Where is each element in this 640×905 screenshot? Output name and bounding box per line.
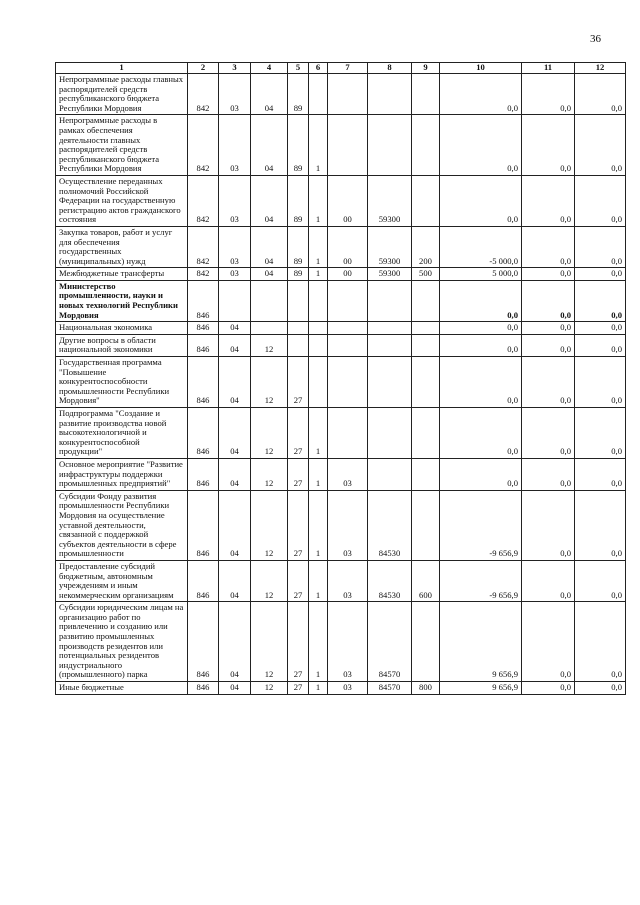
row-c7-cell: 03 (328, 602, 368, 682)
row-c10-cell: 0,0 (440, 322, 522, 335)
row-c12-cell: 0,0 (575, 602, 626, 682)
row-c7-cell: 03 (328, 560, 368, 601)
row-name-cell: Подпрограмма "Создание и развитие производства новой высокотехнологичной и конкурентоспособной продукции" (56, 408, 188, 459)
col-header: 1 (56, 63, 188, 74)
row-c9-cell (412, 408, 440, 459)
row-c10-cell: 0,0 (440, 357, 522, 408)
row-c6-cell: 1 (309, 602, 328, 682)
row-name-cell: Иные бюджетные (56, 682, 188, 695)
row-name-cell: Другие вопросы в области национальной экономики (56, 334, 188, 356)
row-name-cell: Государственная программа "Повышение конкурентоспособности промышленности Республики Мордовия" (56, 357, 188, 408)
row-c3-cell: 03 (219, 175, 251, 226)
row-c5-cell: 27 (288, 602, 309, 682)
row-c6-cell: 1 (309, 490, 328, 560)
row-c5-cell: 27 (288, 408, 309, 459)
row-c3-cell: 04 (219, 458, 251, 490)
row-c6-cell: 1 (309, 682, 328, 695)
row-c6-cell: 1 (309, 175, 328, 226)
row-c11-cell: 0,0 (522, 560, 575, 601)
col-header: 5 (288, 63, 309, 74)
row-c2-cell: 846 (188, 280, 219, 321)
row-c10-cell: 0,0 (440, 408, 522, 459)
row-c3-cell: 04 (219, 408, 251, 459)
row-c11-cell: 0,0 (522, 458, 575, 490)
row-c11-cell: 0,0 (522, 602, 575, 682)
table-row (56, 175, 626, 226)
row-c2-cell: 846 (188, 490, 219, 560)
row-c5-cell (288, 280, 309, 321)
row-c7-cell: 03 (328, 490, 368, 560)
row-c7-cell (328, 357, 368, 408)
row-c7-cell (328, 115, 368, 176)
table-row (56, 602, 626, 682)
row-c6-cell (309, 334, 328, 356)
row-c5-cell (288, 334, 309, 356)
row-name-cell: Межбюджетные трансферты (56, 268, 188, 281)
row-c10-cell: 9 656,9 (440, 682, 522, 695)
row-c7-cell: 03 (328, 458, 368, 490)
row-c8-cell (368, 408, 412, 459)
table-row (56, 458, 626, 490)
row-c7-cell (328, 408, 368, 459)
row-c10-cell: 0,0 (440, 280, 522, 321)
row-c2-cell: 842 (188, 115, 219, 176)
row-c9-cell (412, 357, 440, 408)
row-c8-cell (368, 322, 412, 335)
row-c4-cell: 04 (251, 226, 288, 267)
table-row (56, 357, 626, 408)
row-c12-cell: 0,0 (575, 682, 626, 695)
row-c2-cell: 842 (188, 268, 219, 281)
row-c12-cell: 0,0 (575, 560, 626, 601)
row-c12-cell: 0,0 (575, 334, 626, 356)
row-c9-cell (412, 115, 440, 176)
row-c8-cell: 84570 (368, 602, 412, 682)
row-c9-cell: 500 (412, 268, 440, 281)
col-header: 2 (188, 63, 219, 74)
row-c3-cell: 04 (219, 490, 251, 560)
row-c6-cell: 1 (309, 560, 328, 601)
row-c12-cell: 0,0 (575, 175, 626, 226)
row-c5-cell: 27 (288, 560, 309, 601)
row-c3-cell: 03 (219, 115, 251, 176)
row-c9-cell (412, 334, 440, 356)
row-c9-cell (412, 322, 440, 335)
row-c8-cell (368, 280, 412, 321)
row-c3-cell: 03 (219, 226, 251, 267)
table-row (56, 322, 626, 335)
row-c12-cell: 0,0 (575, 458, 626, 490)
row-c10-cell: 0,0 (440, 74, 522, 115)
row-c8-cell: 84570 (368, 682, 412, 695)
row-c12-cell: 0,0 (575, 408, 626, 459)
row-c4-cell: 12 (251, 602, 288, 682)
row-c10-cell: -9 656,9 (440, 490, 522, 560)
row-c3-cell: 04 (219, 334, 251, 356)
row-c6-cell: 1 (309, 226, 328, 267)
row-c9-cell: 800 (412, 682, 440, 695)
row-c3-cell (219, 280, 251, 321)
row-c9-cell (412, 458, 440, 490)
row-c2-cell: 842 (188, 74, 219, 115)
row-c11-cell: 0,0 (522, 357, 575, 408)
row-c11-cell: 0,0 (522, 175, 575, 226)
row-c2-cell: 846 (188, 408, 219, 459)
row-c2-cell: 846 (188, 357, 219, 408)
table-row (56, 560, 626, 601)
row-c2-cell: 846 (188, 682, 219, 695)
row-c2-cell: 846 (188, 602, 219, 682)
row-c9-cell: 200 (412, 226, 440, 267)
row-c3-cell: 03 (219, 268, 251, 281)
col-header: 8 (368, 63, 412, 74)
row-c11-cell: 0,0 (522, 280, 575, 321)
row-c7-cell (328, 322, 368, 335)
table-row (56, 74, 626, 115)
row-c5-cell: 89 (288, 115, 309, 176)
page-number: 36 (590, 33, 601, 45)
row-c2-cell: 846 (188, 560, 219, 601)
row-c5-cell: 89 (288, 268, 309, 281)
row-c8-cell (368, 334, 412, 356)
row-c5-cell: 89 (288, 74, 309, 115)
row-c7-cell (328, 280, 368, 321)
table-row (56, 334, 626, 356)
row-c3-cell: 04 (219, 322, 251, 335)
row-name-cell: Министерство промышленности, науки и новых технологий Республики Мордовия (56, 280, 188, 321)
row-c6-cell (309, 280, 328, 321)
row-name-cell: Закупка товаров, работ и услуг для обеспечения государственных (муниципальных) нужд (56, 226, 188, 267)
row-c8-cell (368, 357, 412, 408)
col-header: 11 (522, 63, 575, 74)
col-header: 7 (328, 63, 368, 74)
row-c12-cell: 0,0 (575, 490, 626, 560)
row-c12-cell: 0,0 (575, 268, 626, 281)
row-c4-cell: 04 (251, 175, 288, 226)
table-row (56, 226, 626, 267)
row-c2-cell: 842 (188, 175, 219, 226)
row-c3-cell: 04 (219, 560, 251, 601)
row-name-cell: Непрограммные расходы главных распорядителей средств республиканского бюджета Республики Мордовия (56, 74, 188, 115)
row-c8-cell (368, 74, 412, 115)
row-c10-cell: -5 000,0 (440, 226, 522, 267)
row-c7-cell (328, 74, 368, 115)
row-c10-cell: 0,0 (440, 175, 522, 226)
row-c4-cell: 12 (251, 357, 288, 408)
row-c6-cell: 1 (309, 408, 328, 459)
row-c10-cell: 5 000,0 (440, 268, 522, 281)
row-c10-cell: 0,0 (440, 115, 522, 176)
row-c11-cell: 0,0 (522, 682, 575, 695)
row-c8-cell: 59300 (368, 226, 412, 267)
row-c5-cell: 27 (288, 490, 309, 560)
row-c4-cell: 12 (251, 490, 288, 560)
table-row (56, 268, 626, 281)
col-header: 4 (251, 63, 288, 74)
row-c3-cell: 04 (219, 357, 251, 408)
row-name-cell: Национальная экономика (56, 322, 188, 335)
row-c5-cell: 27 (288, 458, 309, 490)
row-c10-cell: 0,0 (440, 458, 522, 490)
row-c2-cell: 842 (188, 226, 219, 267)
row-c4-cell: 12 (251, 682, 288, 695)
row-c4-cell: 04 (251, 268, 288, 281)
table-row (56, 115, 626, 176)
row-c5-cell (288, 322, 309, 335)
row-c6-cell (309, 322, 328, 335)
col-header: 10 (440, 63, 522, 74)
table-body (56, 74, 626, 695)
row-c6-cell (309, 357, 328, 408)
row-c11-cell: 0,0 (522, 490, 575, 560)
row-c7-cell: 00 (328, 226, 368, 267)
row-c4-cell: 12 (251, 408, 288, 459)
row-c4-cell: 12 (251, 334, 288, 356)
col-header: 6 (309, 63, 328, 74)
row-c9-cell (412, 74, 440, 115)
row-c11-cell: 0,0 (522, 322, 575, 335)
row-c5-cell: 89 (288, 226, 309, 267)
row-c4-cell: 12 (251, 458, 288, 490)
row-c7-cell: 03 (328, 682, 368, 695)
row-c11-cell: 0,0 (522, 408, 575, 459)
row-c4-cell: 12 (251, 560, 288, 601)
row-c3-cell: 03 (219, 74, 251, 115)
row-c4-cell (251, 322, 288, 335)
row-c6-cell: 1 (309, 115, 328, 176)
row-c5-cell: 27 (288, 682, 309, 695)
row-c9-cell: 600 (412, 560, 440, 601)
row-c8-cell (368, 115, 412, 176)
row-name-cell: Осуществление переданных полномочий Российской Федерации на государственную регистрацию актов гражданского состояния (56, 175, 188, 226)
row-c12-cell: 0,0 (575, 357, 626, 408)
row-c8-cell: 84530 (368, 490, 412, 560)
row-c5-cell: 89 (288, 175, 309, 226)
row-c9-cell (412, 490, 440, 560)
row-c10-cell: -9 656,9 (440, 560, 522, 601)
row-c11-cell: 0,0 (522, 226, 575, 267)
row-c9-cell (412, 280, 440, 321)
table-row (56, 490, 626, 560)
row-c2-cell: 846 (188, 322, 219, 335)
row-c8-cell: 59300 (368, 268, 412, 281)
row-c2-cell: 846 (188, 334, 219, 356)
row-c12-cell: 0,0 (575, 115, 626, 176)
row-c12-cell: 0,0 (575, 280, 626, 321)
row-c2-cell: 846 (188, 458, 219, 490)
row-c7-cell (328, 334, 368, 356)
row-name-cell: Непрограммные расходы в рамках обеспечения деятельности главных распорядителей средств республиканского бюджета Республики Мордовия (56, 115, 188, 176)
row-c9-cell (412, 175, 440, 226)
col-header: 12 (575, 63, 626, 74)
row-c7-cell: 00 (328, 268, 368, 281)
row-c12-cell: 0,0 (575, 322, 626, 335)
row-c8-cell (368, 458, 412, 490)
row-c11-cell: 0,0 (522, 268, 575, 281)
row-c11-cell: 0,0 (522, 334, 575, 356)
row-c11-cell: 0,0 (522, 74, 575, 115)
row-c4-cell: 04 (251, 115, 288, 176)
row-c7-cell: 00 (328, 175, 368, 226)
row-c9-cell (412, 602, 440, 682)
row-name-cell: Субсидии Фонду развития промышленности Республики Мордовия на осуществление уставной деятельности, связанной с поддержкой субъектов деятельности в сфере промышленности (56, 490, 188, 560)
row-c8-cell: 59300 (368, 175, 412, 226)
row-c12-cell: 0,0 (575, 226, 626, 267)
row-c10-cell: 0,0 (440, 334, 522, 356)
table-row (56, 408, 626, 459)
row-c11-cell: 0,0 (522, 115, 575, 176)
row-c4-cell (251, 280, 288, 321)
row-name-cell: Субсидии юридическим лицам на организацию работ по привлечению и созданию или развитию промышленных производств резидентов или потенциальных резидентов индустриального (промышленного) парка (56, 602, 188, 682)
col-header: 9 (412, 63, 440, 74)
table-row (56, 280, 626, 321)
row-c6-cell (309, 74, 328, 115)
col-header: 3 (219, 63, 251, 74)
row-c8-cell: 84530 (368, 560, 412, 601)
row-c3-cell: 04 (219, 682, 251, 695)
row-name-cell: Предоставление субсидий бюджетным, автономным учреждениям и иным некоммерческим организациям (56, 560, 188, 601)
row-c12-cell: 0,0 (575, 74, 626, 115)
row-c6-cell: 1 (309, 458, 328, 490)
table-row (56, 682, 626, 695)
row-c10-cell: 9 656,9 (440, 602, 522, 682)
budget-table (55, 62, 626, 695)
row-name-cell: Основное мероприятие "Развитие инфраструктуры поддержки промышленных предприятий" (56, 458, 188, 490)
row-c5-cell: 27 (288, 357, 309, 408)
row-c4-cell: 04 (251, 74, 288, 115)
row-c3-cell: 04 (219, 602, 251, 682)
row-c6-cell: 1 (309, 268, 328, 281)
header-row (56, 63, 626, 74)
